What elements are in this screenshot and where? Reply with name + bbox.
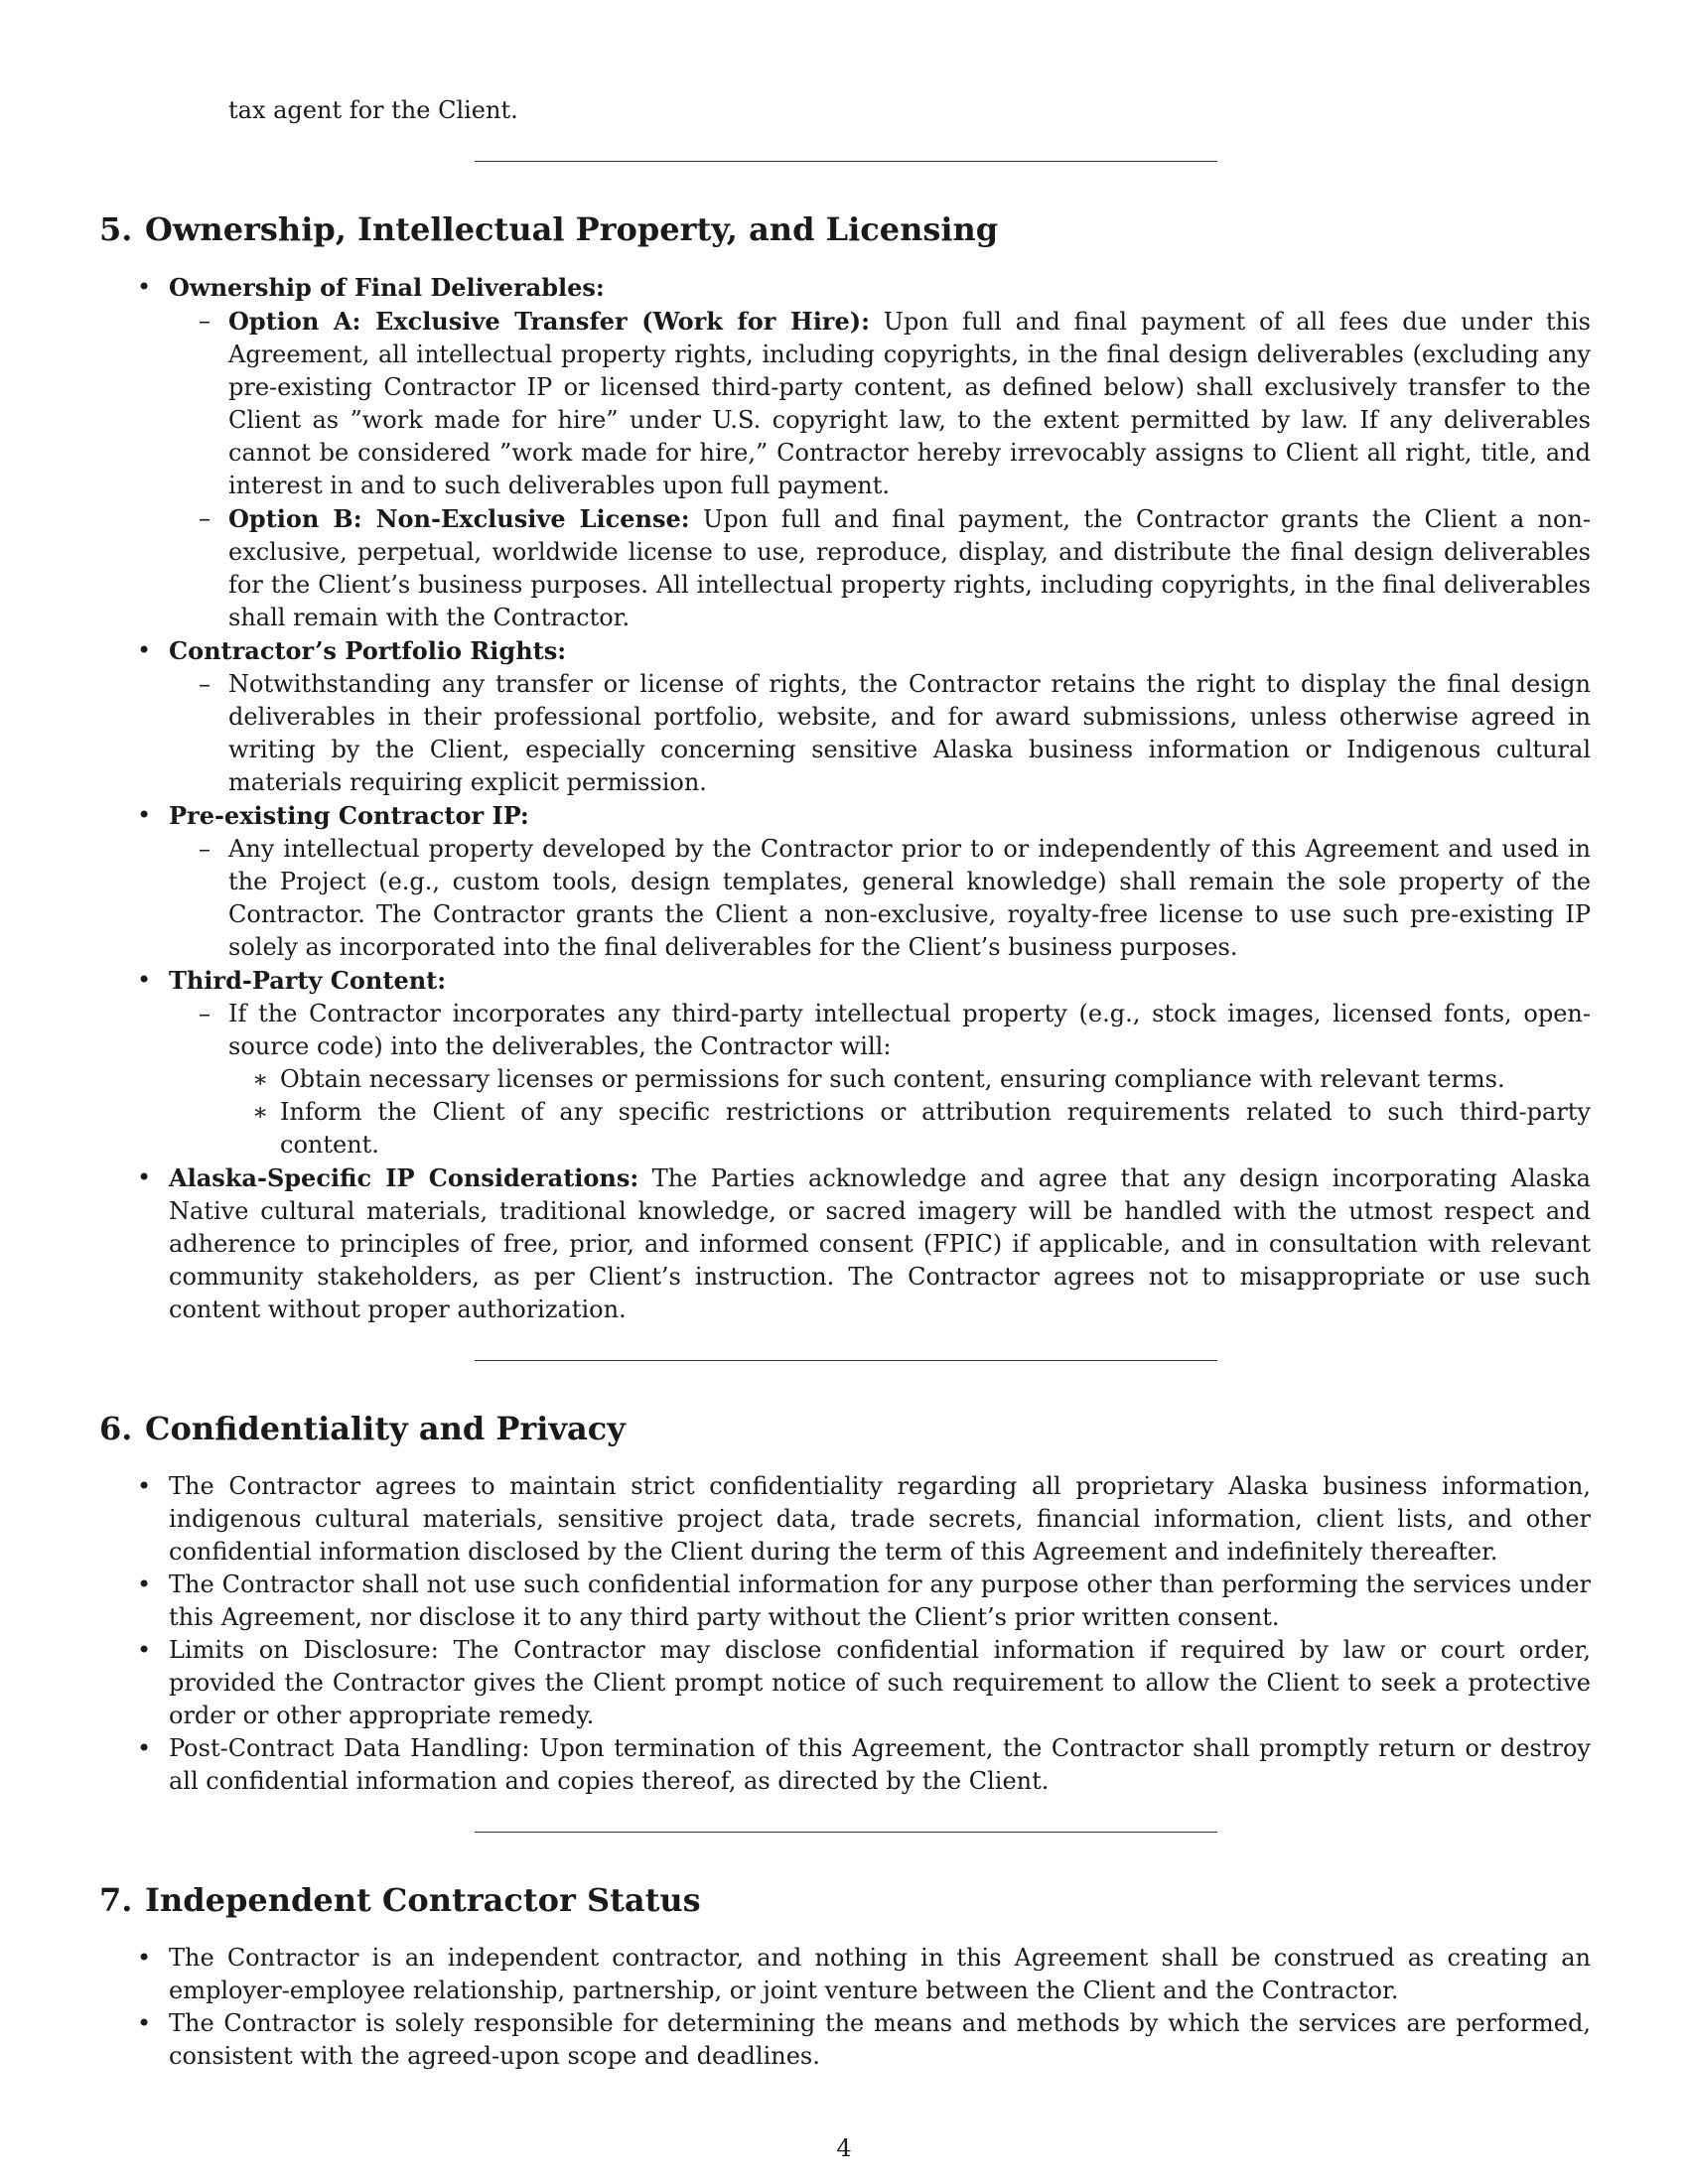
section-number: 6. [99,1410,133,1447]
item-label: Contractor’s Portfolio Rights: [169,636,567,665]
list-item: • Post-Contract Data Handling: Upon termination of this Agreement, the Contractor shall promptly return or destroy all confidential information and copies thereof, as directed by the Client. [99,1732,1591,1798]
list-item: • The Contractor is an independent contractor, and nothing in this Agreement shall be construed as creating an employer-employee relationship, partnership, or joint venture between the Client and the Contractor. [99,1942,1591,2007]
list-item: • The Contractor is solely responsible for determining the means and methods by which the services are performed, consistent with the agreed-upon scope and deadlines. [99,2007,1591,2073]
sub-list-item [169,833,1591,964]
section-5-list [99,271,1591,1326]
section-title: Ownership, Intellectual Property, and Licensing [145,210,999,248]
item-label: Option B: Non-Exclusive License: [228,504,690,533]
list-item: • Limits on Disclosure: The Contractor may disclose confidential information if required by law or court order, provided the Contractor gives the Client prompt notice of such requirement to allow the Client to seek a protective order or other appropriate remedy. [99,1634,1591,1732]
item-text: The Parties acknowledge and agree that any design incorporating Alaska Native cultural materials, traditional knowledge, or sacred imagery will be handled with the utmost respect and adherence to principles of free, prior, and informed consent (FPIC) if applicable, and in consultation with relevant community stakeholders, as per Client’s instruction. The Contractor agrees not to misappropriate or use such content without proper authorization. [169,1164,1591,1323]
item-text: Any intellectual property developed by the Contractor prior to or independently of this Agreement and used in the Project (e.g., custom tools, design templates, general knowledge) shall remain the sole property of the Contractor. The Contractor grants the Client a non-exclusive, royalty-free license to use such pre-existing IP solely as incorporated into the final deliverables for the Client’s business purposes. [228,835,1591,961]
list-item: • The Contractor shall not use such confidential information for any purpose other than performing the services under this Agreement, nor disclose it to any third party without the Client’s prior written consent. [99,1569,1591,1634]
section-heading-7 [99,1880,1591,1920]
section-6-list [99,1470,1591,1798]
section-divider [475,1360,1217,1361]
item-label: Alaska-Specific IP Considerations: [169,1163,639,1192]
list-item: • The Contractor agrees to maintain strict confidentiality regarding all proprietary Alaska business information, indigenous cultural materials, sensitive project data, trade secrets, financial information, client lists, and other confidential information disclosed by the Client during the term of this Agreement and indefinitely thereafter. [99,1470,1591,1569]
section-title: Independent Contractor Status [145,1881,701,1919]
sub-list-item [169,998,1591,1161]
sub-list-item [169,668,1591,799]
sub-list-item [169,502,1591,634]
sub-list [169,305,1591,634]
item-label: Third-Party Content: [169,966,447,995]
section-heading-6 [99,1409,1591,1448]
section-title: Confidentiality and Privacy [145,1410,626,1447]
item-label: Option A: Exclusive Transfer (Work for Hire): [228,307,870,336]
page-number: 4 [836,2134,852,2162]
sub-list-item [169,305,1591,502]
sub-list [169,833,1591,964]
sub-sub-list [228,1063,1591,1161]
sub-list [169,668,1591,799]
item-label: Pre-existing Contractor IP: [169,801,529,830]
item-label: Ownership of Final Deliverables: [169,273,605,302]
list-item [99,964,1591,1161]
section-divider [475,1832,1217,1833]
list-item [99,634,1591,799]
sub-list [169,998,1591,1161]
section-heading-5 [99,209,1591,249]
continued-text: tax agent for the Client. [228,96,518,124]
item-text: Notwithstanding any transfer or license of rights, the Contractor retains the right to display the final design deliverables in their professional portfolio, website, and for award submissions, unless otherwise agreed in writing by the Client, especially concerning sensitive Alaska business information or Indigenous cultural materials requiring explicit permission. [228,670,1591,796]
list-item [99,1161,1591,1326]
item-text: Upon full and final payment of all fees due under this Agreement, all intellectual property rights, including copyrights, in the final design deliverables (excluding any pre-existing Contractor IP or licensed third-party content, as defined below) shall exclusively transfer to the Client as ”work made for hire” under U.S. copyright law, to the extent permitted by law. If any deliverables cannot be considered ”work made for hire,” Contractor hereby irrevocably assigns to Client all right, title, and interest in and to such deliverables upon full payment. [228,308,1591,499]
section-number: 5. [99,210,133,248]
section-7-list [99,1942,1591,2073]
list-item [99,271,1591,634]
list-item [99,799,1591,964]
sub-sub-list-item: ∗ Inform the Client of any specific restrictions or attribution requirements related to such third-party content. [228,1096,1591,1161]
item-text: Upon full and final payment, the Contractor grants the Client a non-exclusive, perpetual, worldwide license to use, reproduce, display, and distribute the final design deliverables for the Client’s business purposes. All intellectual property rights, including copyrights, in the final deliverables shall remain with the Contractor. [228,505,1591,631]
section-divider [475,161,1217,162]
section-number: 7. [99,1881,133,1919]
item-text: If the Contractor incorporates any third-party intellectual property (e.g., stock images, licensed fonts, open-source code) into the deliverables, the Contractor will: [228,1000,1591,1060]
document-page [99,94,1591,2073]
sub-sub-list-item: ∗ Obtain necessary licenses or permissions for such content, ensuring compliance with relevant terms. [228,1063,1591,1096]
